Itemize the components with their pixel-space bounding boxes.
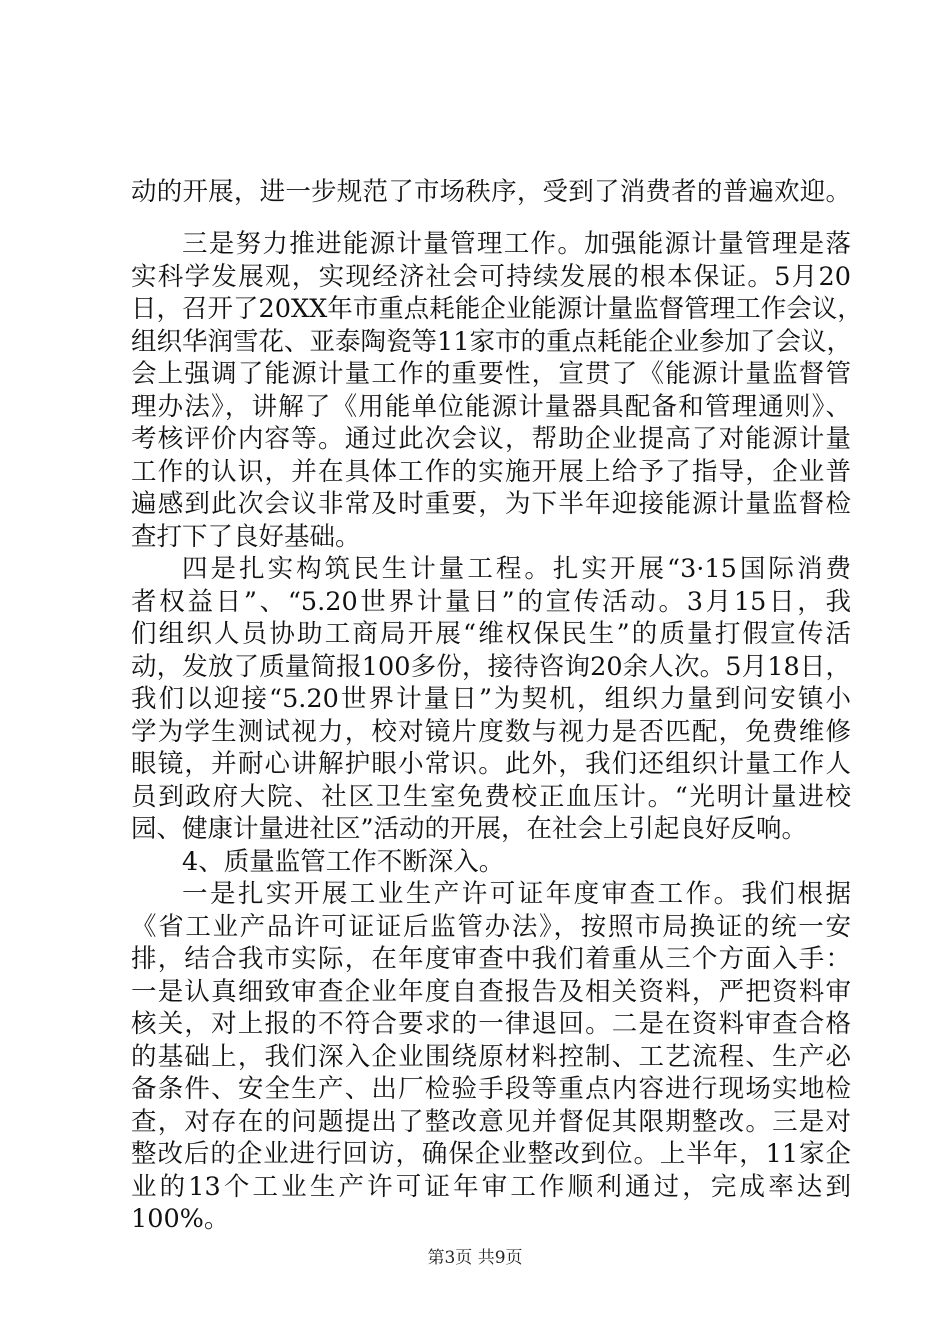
- text-line: 考核评价内容等。通过此次会议，帮助企业提高了对能源计量: [131, 424, 851, 454]
- text-line: 员到政府大院、社区卫生室免费校正血压计。“光明计量进校: [131, 782, 851, 812]
- text-line: 遍感到此次会议非常及时重要，为下半年迎接能源计量监督检: [131, 489, 851, 519]
- text-line: 核关，对上报的不符合要求的一律退回。二是在资料审查合格: [131, 1009, 851, 1039]
- text-line: 园、健康计量进社区”活动的开展，在社会上引起良好反响。: [131, 814, 808, 844]
- text-line: 业的13个工业生产许可证年审工作顺利通过，完成率达到: [131, 1172, 851, 1202]
- text-line: 日，召开了20XX年市重点耗能企业能源计量监督管理工作会议，: [131, 294, 863, 324]
- text-line: 们组织人员协助工商局开展“维权保民生”的质量打假宣传活: [131, 619, 851, 649]
- text-line: 一是扎实开展工业生产许可证年度审查工作。我们根据: [182, 879, 851, 909]
- text-line: 的基础上，我们深入企业围绕原材料控制、工艺流程、生产必: [131, 1042, 851, 1072]
- text-line: 者权益日”、“5.20世界计量日”的宣传活动。3月15日，我: [131, 587, 851, 617]
- page-number-footer: 第3页 共9页: [427, 1248, 523, 1268]
- text-line: 一是认真细致审查企业年度自查报告及相关资料，严把资料审: [131, 977, 851, 1007]
- text-line: 动，发放了质量简报100多份，接待咨询20余人次。5月18日，: [131, 652, 851, 682]
- text-line: 四是扎实构筑民生计量工程。扎实开展“3·15国际消费: [182, 554, 851, 584]
- text-line: 动的开展，进一步规范了市场秩序，受到了消费者的普遍欢迎。: [131, 177, 851, 207]
- text-line: 排，结合我市实际，在年度审查中我们着重从三个方面入手：: [131, 944, 851, 974]
- text-line: 查打下了良好基础。: [131, 522, 361, 552]
- text-line: 组织华润雪花、亚泰陶瓷等11家市的重点耗能企业参加了会议，: [131, 327, 852, 357]
- text-line: 整改后的企业进行回访，确保企业整改到位。上半年，11家企: [131, 1139, 851, 1169]
- text-line: 会上强调了能源计量工作的重要性，宣贯了《能源计量监督管: [131, 359, 851, 389]
- text-line: 查，对存在的问题提出了整改意见并督促其限期整改。三是对: [131, 1107, 851, 1137]
- text-line: 眼镜，并耐心讲解护眼小常识。此外，我们还组织计量工作人: [131, 749, 851, 779]
- section-heading: 4、质量监管工作不断深入。: [182, 847, 505, 877]
- text-line: 备条件、安全生产、出厂检验手段等重点内容进行现场实地检: [131, 1074, 851, 1104]
- text-line: 我们以迎接“5.20世界计量日”为契机，组织力量到问安镇小: [131, 684, 851, 714]
- text-line: 学为学生测试视力，校对镜片度数与视力是否匹配，免费维修: [131, 717, 851, 747]
- text-line: 100%。: [131, 1204, 230, 1234]
- text-line: 《省工业产品许可证证后监管办法》，按照市局换证的统一安: [131, 912, 851, 942]
- text-line: 工作的认识，并在具体工作的实施开展上给予了指导，企业普: [131, 457, 851, 487]
- text-line: 实科学发展观，实现经济社会可持续发展的根本保证。5月20: [131, 262, 851, 292]
- text-line: 理办法》，讲解了《用能单位能源计量器具配备和管理通则》、: [131, 392, 851, 422]
- text-line: 三是努力推进能源计量管理工作。加强能源计量管理是落: [182, 229, 851, 259]
